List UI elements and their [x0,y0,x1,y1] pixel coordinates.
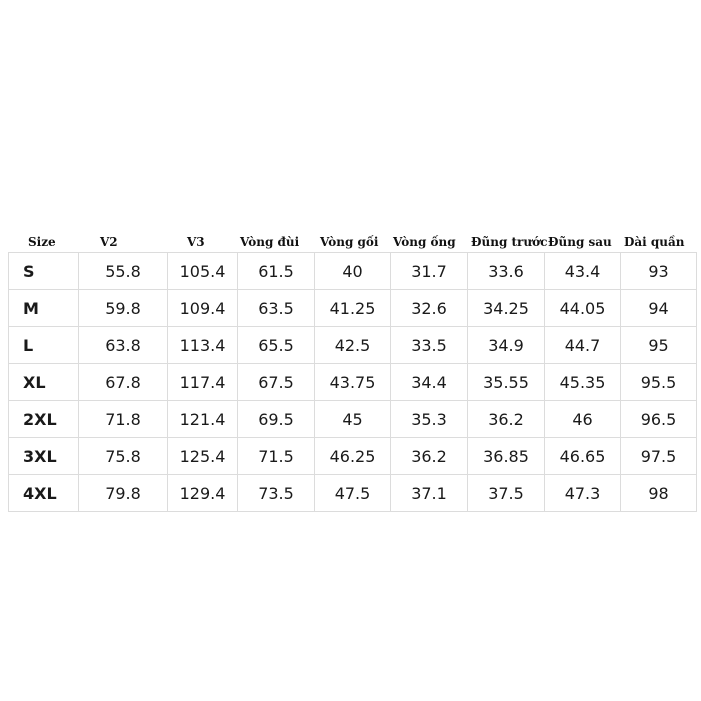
measurement-cell: 44.7 [545,327,621,364]
size-label: 4XL [9,475,79,512]
measurement-cell: 44.05 [545,290,621,327]
measurement-cell: 45 [315,401,391,438]
measurement-cell: 73.5 [238,475,315,512]
measurement-cell: 37.1 [391,475,468,512]
header-vong-ong: Vòng ống [393,234,456,249]
table-row [9,253,697,290]
measurement-cell: 113.4 [168,327,238,364]
size-label: XL [9,364,79,401]
measurement-cell: 46.25 [315,438,391,475]
measurement-cell: 65.5 [238,327,315,364]
table-row [9,475,697,512]
measurement-cell: 71.5 [238,438,315,475]
measurement-cell: 47.3 [545,475,621,512]
measurement-cell: 43.4 [545,253,621,290]
measurement-cell: 55.8 [79,253,168,290]
table-row [9,438,697,475]
header-size: Size [28,234,56,249]
measurement-cell: 67.5 [238,364,315,401]
table-body [9,253,697,512]
measurement-cell: 117.4 [168,364,238,401]
measurement-cell: 47.5 [315,475,391,512]
measurement-cell: 67.8 [79,364,168,401]
size-chart [8,231,696,512]
size-label: L [9,327,79,364]
measurement-cell: 95 [621,327,697,364]
header-dung-sau: Đũng sau [548,234,612,249]
measurement-cell: 36.85 [468,438,545,475]
measurement-cell: 43.75 [315,364,391,401]
measurement-cell: 63.5 [238,290,315,327]
measurement-cell: 63.8 [79,327,168,364]
table-row [9,290,697,327]
size-table [8,252,697,512]
measurement-cell: 37.5 [468,475,545,512]
measurement-cell: 33.6 [468,253,545,290]
header-dung-truoc: Đũng trước [471,234,548,249]
measurement-cell: 129.4 [168,475,238,512]
measurement-cell: 97.5 [621,438,697,475]
measurement-cell: 41.25 [315,290,391,327]
measurement-cell: 35.3 [391,401,468,438]
header-vong-goi: Vòng gối [320,234,379,249]
header-v2: V2 [100,234,118,249]
measurement-cell: 105.4 [168,253,238,290]
table-row [9,401,697,438]
measurement-cell: 93 [621,253,697,290]
measurement-cell: 35.55 [468,364,545,401]
measurement-cell: 31.7 [391,253,468,290]
measurement-cell: 95.5 [621,364,697,401]
size-label: M [9,290,79,327]
measurement-cell: 98 [621,475,697,512]
size-label: S [9,253,79,290]
measurement-cell: 46 [545,401,621,438]
measurement-cell: 61.5 [238,253,315,290]
measurement-cell: 75.8 [79,438,168,475]
header-dai-quan: Dài quần [624,234,685,249]
size-label: 3XL [9,438,79,475]
measurement-cell: 109.4 [168,290,238,327]
measurement-cell: 96.5 [621,401,697,438]
measurement-cell: 121.4 [168,401,238,438]
measurement-cell: 42.5 [315,327,391,364]
measurement-cell: 34.25 [468,290,545,327]
measurement-cell: 71.8 [79,401,168,438]
measurement-cell: 45.35 [545,364,621,401]
measurement-cell: 34.9 [468,327,545,364]
measurement-cell: 36.2 [468,401,545,438]
measurement-cell: 32.6 [391,290,468,327]
measurement-cell: 94 [621,290,697,327]
measurement-cell: 46.65 [545,438,621,475]
measurement-cell: 34.4 [391,364,468,401]
header-vong-dui: Vòng đùi [240,234,300,249]
measurement-cell: 69.5 [238,401,315,438]
measurement-cell: 125.4 [168,438,238,475]
header-v3: V3 [187,234,205,249]
measurement-cell: 79.8 [79,475,168,512]
measurement-cell: 33.5 [391,327,468,364]
table-header-row [8,231,696,252]
table-row [9,364,697,401]
measurement-cell: 59.8 [79,290,168,327]
measurement-cell: 36.2 [391,438,468,475]
table-row [9,327,697,364]
measurement-cell: 40 [315,253,391,290]
size-label: 2XL [9,401,79,438]
